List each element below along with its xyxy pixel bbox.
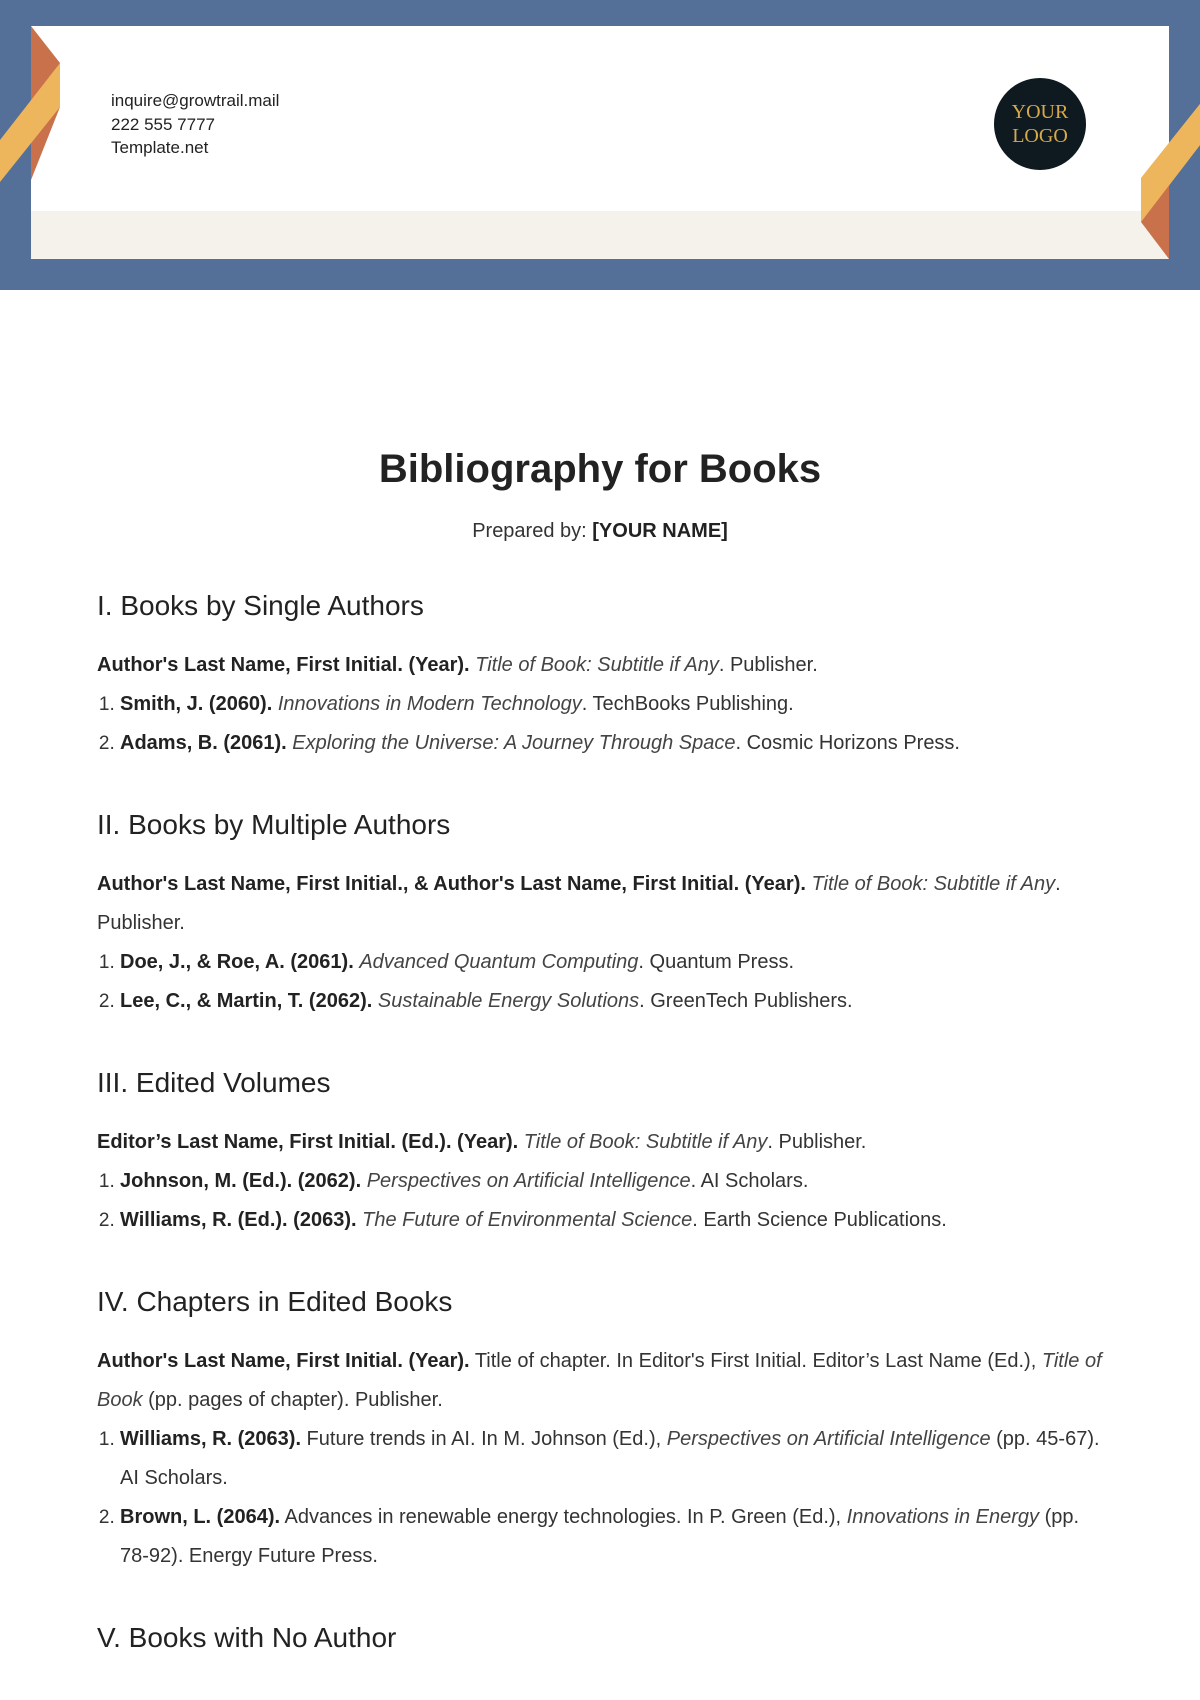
citation-format — [97, 646, 1107, 685]
section-heading: III. Edited Volumes — [97, 1067, 331, 1098]
section — [97, 1065, 1107, 1240]
citation-text: . GreenTech Publishers. — [639, 990, 853, 1012]
citation-text: (pp. pages of chapter). Publisher. — [142, 1389, 443, 1411]
citation-text: Title of chapter. In Editor's First Initial. Editor’s Last Name (Ed.), — [469, 1350, 1042, 1372]
contact-email: inquire@growtrail.mail — [111, 91, 280, 110]
section — [97, 1284, 1107, 1576]
contact-website: Template.net — [111, 138, 209, 157]
citation-format — [97, 1123, 1107, 1162]
citation-author: Author's Last Name, First Initial. (Year). — [97, 654, 470, 676]
citation-text: . Cosmic Horizons Press. — [735, 732, 960, 754]
citation-title: The Future of Environmental Science — [362, 1209, 693, 1231]
contact-info — [111, 89, 279, 160]
prepared-by — [97, 516, 1103, 546]
section — [97, 1620, 1107, 1656]
section-heading: II. Books by Multiple Authors — [97, 809, 451, 840]
citation-list — [97, 685, 1107, 763]
citation-item — [120, 724, 1107, 763]
citation-text: (pp. 45-67). AI Scholars. — [120, 1428, 1100, 1489]
citation-item — [120, 1201, 1107, 1240]
logo — [994, 78, 1086, 170]
logo-line2: LOGO — [1012, 125, 1068, 147]
citation-list — [97, 943, 1107, 1021]
page-title: Bibliography for Books — [378, 447, 822, 491]
citation-text: Future trends in AI. In M. Johnson (Ed.), — [301, 1428, 667, 1450]
citation-title: Title of Book: Subtitle if Any — [475, 654, 719, 676]
citation-title: Sustainable Energy Solutions — [377, 990, 640, 1012]
citation-item — [120, 982, 1107, 1021]
prepared-by-value: [YOUR NAME] — [592, 520, 728, 542]
citation-text: (pp. 78-92). Energy Future Press. — [120, 1506, 1080, 1567]
citation-text: . Earth Science Publications. — [692, 1209, 947, 1231]
citation-author: Author's Last Name, First Initial. (Year). — [97, 1350, 470, 1372]
citation-author: Lee, C., & Martin, T. (2062). — [120, 990, 373, 1012]
citation-item — [120, 943, 1107, 982]
document-body — [97, 440, 1107, 1656]
citation-text: . Publisher. — [97, 873, 1061, 934]
section — [97, 588, 1107, 763]
citation-text: . Publisher. — [767, 1131, 867, 1153]
citation-text: . Publisher. — [718, 654, 818, 676]
citation-author: Smith, J. (2060). — [120, 693, 273, 715]
section-heading: I. Books by Single Authors — [97, 590, 424, 621]
citation-text: . TechBooks Publishing. — [581, 693, 794, 715]
citation-format — [97, 1342, 1107, 1420]
citation-author: Williams, R. (Ed.). (2063). — [120, 1209, 357, 1231]
citation-title: Perspectives on Artificial Intelligence — [666, 1428, 991, 1450]
citation-text: Advances in renewable energy technologies. In P. Green (Ed.), — [280, 1506, 847, 1528]
prepared-by-label: Prepared by: — [472, 520, 587, 542]
citation-title: Title of Book: Subtitle if Any — [523, 1131, 768, 1153]
citation-title: Innovations in Modern Technology — [277, 693, 582, 715]
citation-item — [120, 1420, 1107, 1498]
citation-title: Title of Book: Subtitle if Any — [811, 873, 1056, 895]
citation-item — [120, 1162, 1107, 1201]
citation-author: Doe, J., & Roe, A. (2061). — [120, 951, 354, 973]
sections — [97, 588, 1107, 1656]
citation-item — [120, 685, 1107, 724]
citation-author: Author's Last Name, First Initial., & Author's Last Name, First Initial. (Year). — [97, 873, 806, 895]
citation-title: Perspectives on Artificial Intelligence — [366, 1170, 691, 1192]
citation-item — [120, 1498, 1107, 1576]
citation-format — [97, 865, 1107, 943]
citation-text: . AI Scholars. — [690, 1170, 809, 1192]
citation-author: Adams, B. (2061). — [120, 732, 287, 754]
citation-title: Title of Book — [97, 1350, 1102, 1411]
citation-title: Innovations in Energy — [846, 1506, 1040, 1528]
citation-author: Johnson, M. (Ed.). (2062). — [120, 1170, 362, 1192]
citation-list — [97, 1162, 1107, 1240]
logo-line1: YOUR — [1011, 101, 1069, 123]
citation-list — [97, 1420, 1107, 1576]
citation-author: Editor’s Last Name, First Initial. (Ed.). (Year). — [97, 1131, 519, 1153]
section-heading: IV. Chapters in Edited Books — [97, 1286, 453, 1317]
citation-author: Brown, L. (2064). — [120, 1506, 281, 1528]
section-heading: V. Books with No Author — [97, 1622, 397, 1653]
citation-text: . Quantum Press. — [638, 951, 795, 973]
citation-title: Advanced Quantum Computing — [359, 951, 639, 973]
contact-phone: 222 555 7777 — [111, 114, 215, 134]
section — [97, 807, 1107, 1021]
citation-author: Williams, R. (2063). — [120, 1428, 301, 1450]
citation-title: Exploring the Universe: A Journey Through Space — [292, 732, 736, 754]
